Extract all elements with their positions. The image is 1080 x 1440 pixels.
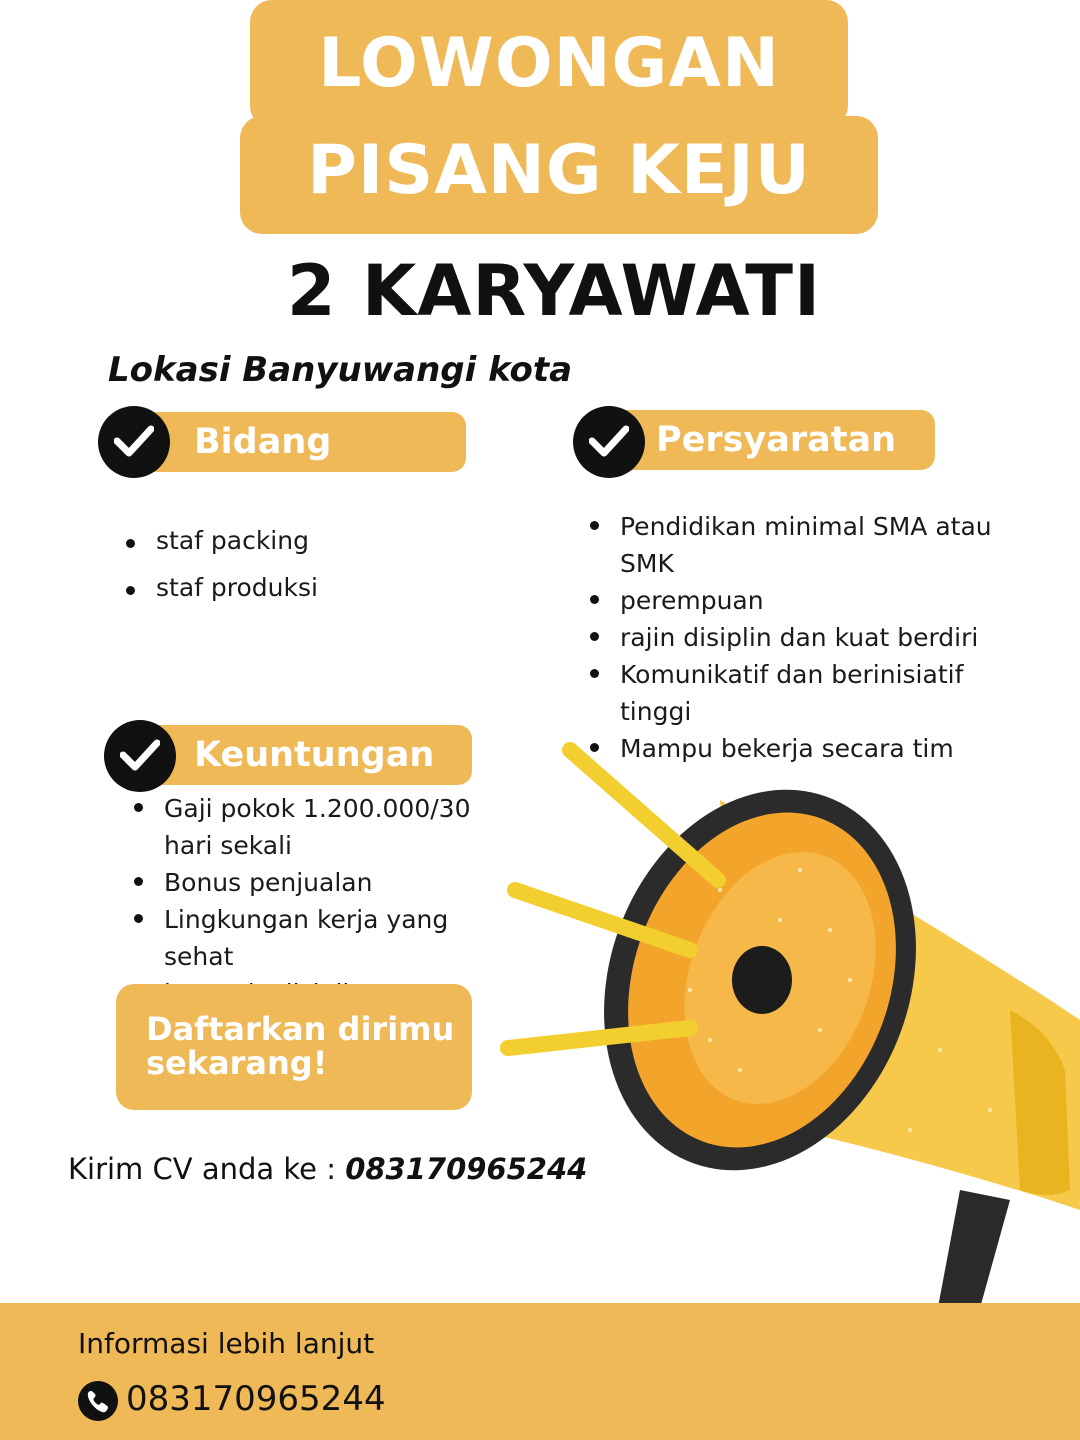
title-line-1: LOWONGAN (318, 24, 780, 103)
register-cta-button[interactable] (116, 984, 472, 1110)
list-item: Komunikatif dan berinisiatif tinggi (590, 656, 1030, 730)
keuntungan-list (134, 790, 504, 1012)
send-cv-number[interactable]: 083170965244 (345, 1152, 588, 1186)
list-item: rajin disiplin dan kuat berdiri (590, 619, 1030, 656)
list-item: Bonus penjualan (134, 864, 504, 901)
location-text: Lokasi Banyuwangi kota (108, 350, 573, 390)
list-item: staf produksi (126, 573, 318, 602)
bidang-list (126, 526, 318, 602)
footer-bar (0, 1303, 1080, 1440)
list-item: Gaji pokok 1.200.000/30 hari sekali (134, 790, 504, 864)
list-item: perempuan (590, 582, 1030, 619)
section-label-keuntungan: Keuntungan (194, 735, 435, 775)
list-item: staf packing (126, 526, 318, 555)
megaphone-center (732, 946, 792, 1014)
check-icon (98, 406, 170, 478)
footer-phone-number[interactable]: 083170965244 (126, 1379, 386, 1419)
check-icon (104, 720, 176, 792)
title-line-2: PISANG KEJU (307, 131, 811, 210)
list-item: Pendidikan minimal SMA atau SMK (590, 508, 1030, 582)
megaphone-illustration (490, 730, 1080, 1400)
footer-info-text: Informasi lebih lanjut (78, 1327, 375, 1360)
title-banner-top (250, 0, 848, 128)
vacancy-count: 2 KARYAWATI (286, 250, 822, 332)
list-item: Mampu bekerja secara tim (590, 730, 1030, 767)
section-label-bidang: Bidang (194, 422, 332, 462)
cta-label: Daftarkan dirimu sekarang! (146, 1010, 455, 1082)
persyaratan-list (590, 508, 1030, 767)
title-banner-bottom (240, 116, 878, 234)
section-label-persyaratan: Persyaratan (656, 420, 897, 460)
check-icon (573, 406, 645, 478)
send-cv-label: Kirim CV anda ke : (68, 1152, 346, 1186)
phone-icon (78, 1381, 118, 1421)
list-item: Lingkungan kerja yang sehat (134, 901, 504, 975)
